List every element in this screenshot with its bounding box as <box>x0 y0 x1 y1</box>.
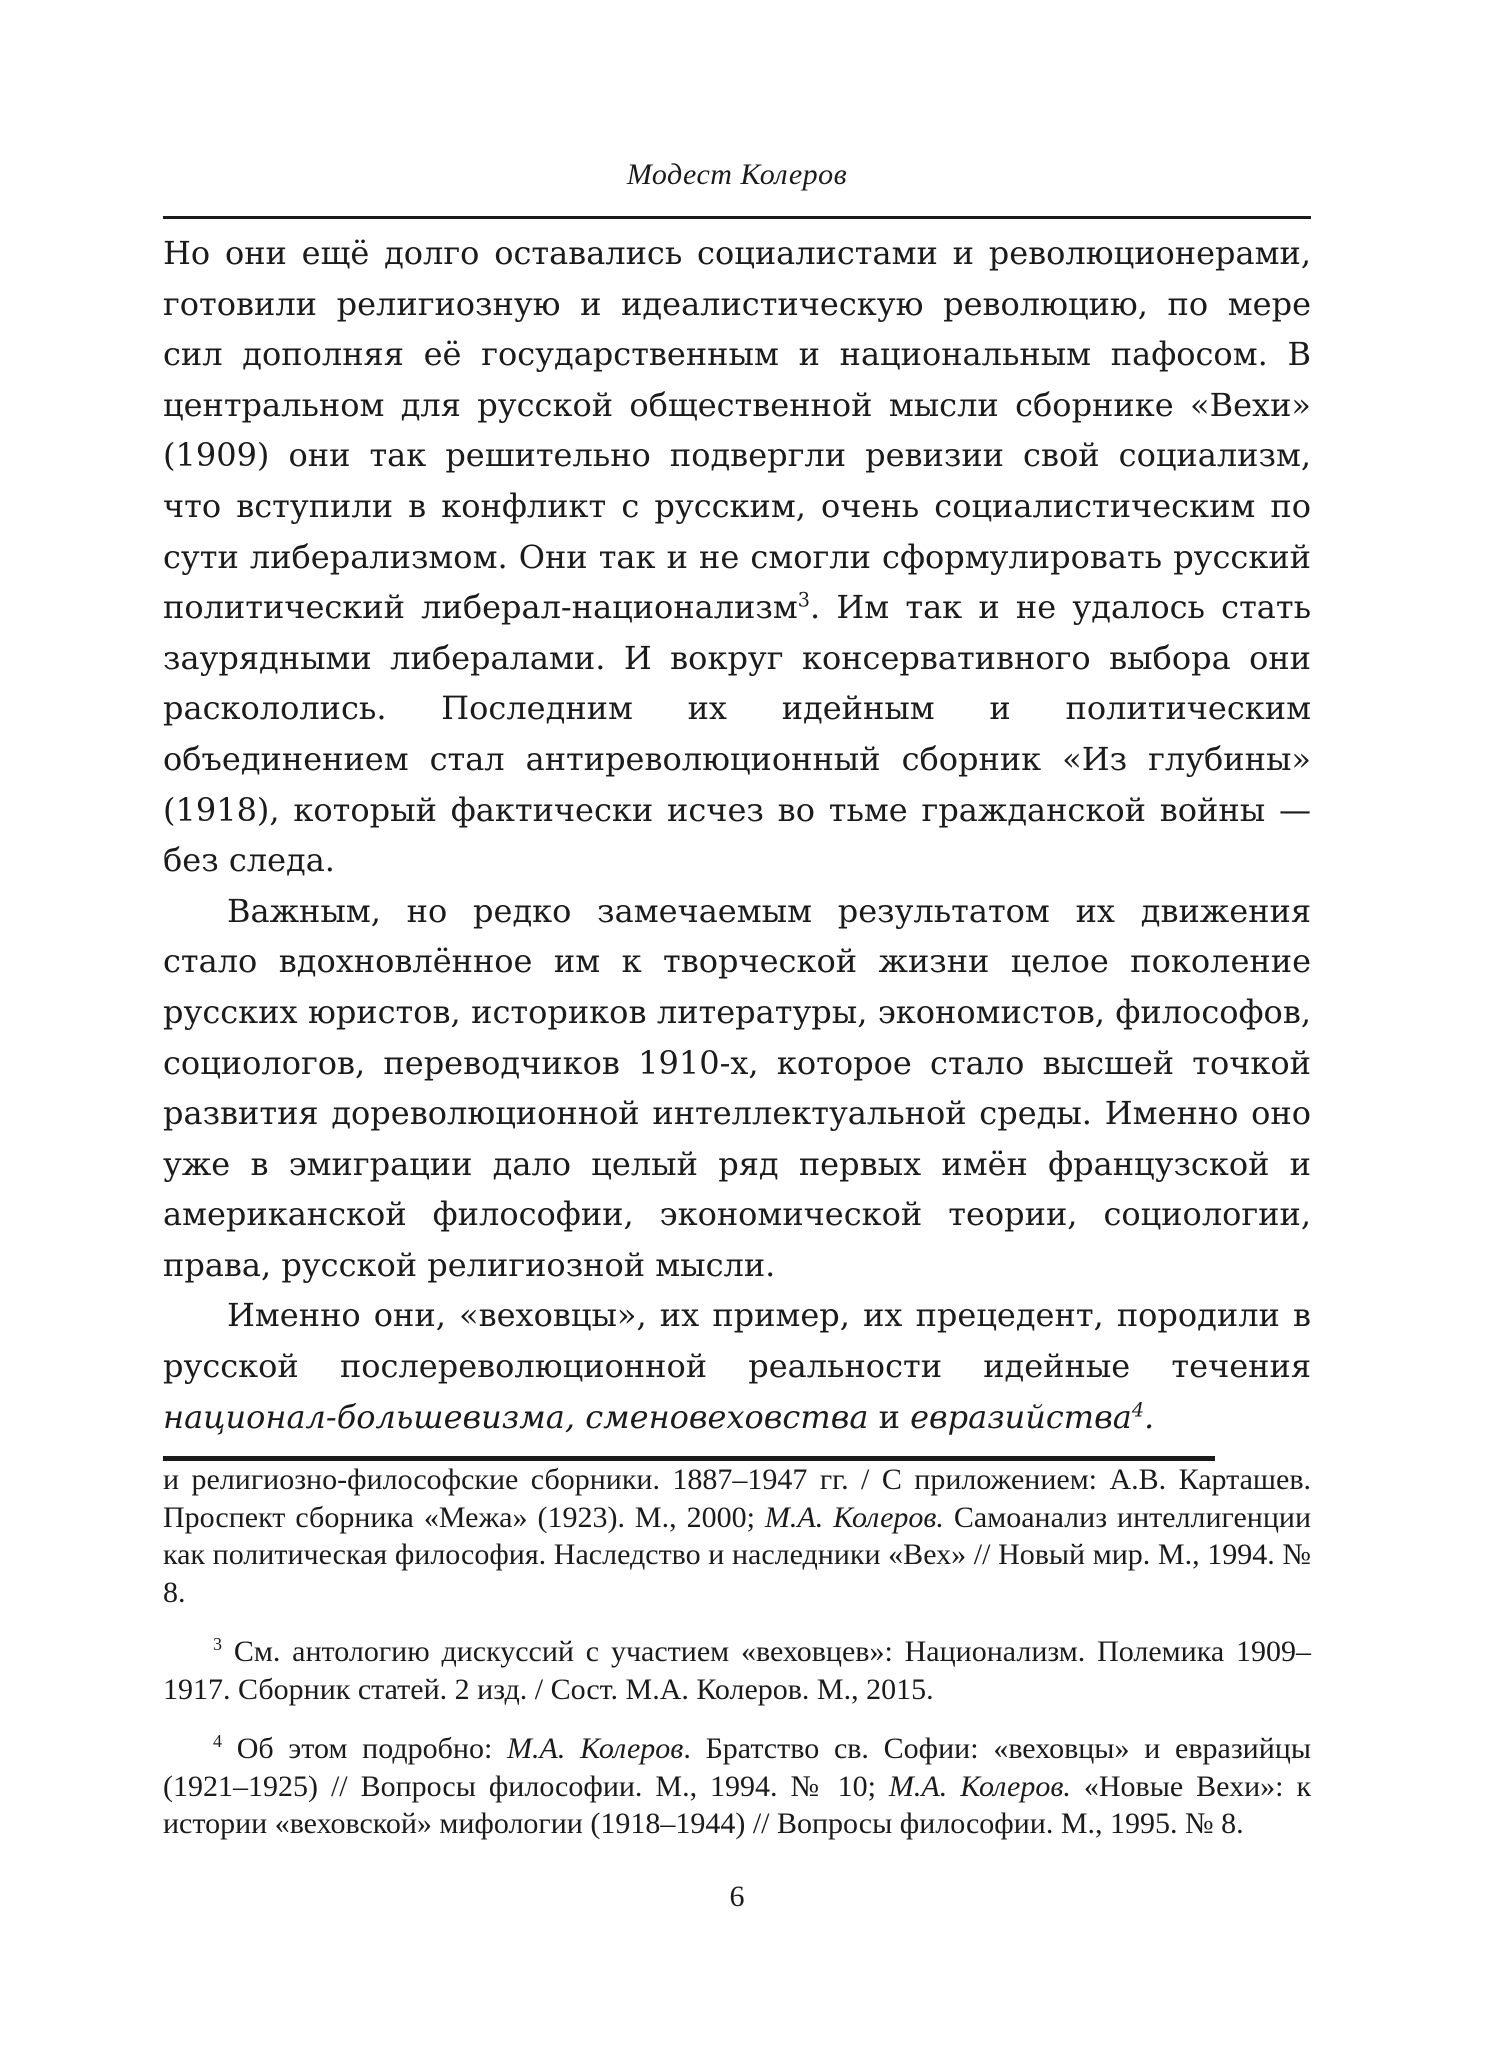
book-page <box>163 0 1311 2048</box>
paragraph-2: Важным, но редко замечаемым результатом их движения стало вдохновлённое им к творческой жизни целое поколение русских юристов, историков литературы, экономистов, философов, социологов, переводчиков 1910-х, которое стало высшей точкой развития дореволюционной интеллектуальной среды. Именно оно уже в эмиграции дало целый ряд первых имён французской и американской философии, экономической теории, социологии, права, русской религиозной мысли. <box>163 891 1311 1284</box>
footnote-ref-4-number: 4 <box>1131 1398 1145 1421</box>
footnote-continuation-text-a: и религиозно-философские сборники. 1887–1947 гг. / С приложением: А.В. Карташев. Проспект сборника «Межа» (1923). М., 2000; <box>163 1463 1311 1534</box>
header-rule <box>163 216 1311 219</box>
footnote-4-text-a: Об этом подробно: <box>222 1732 508 1765</box>
footnote-continuation-text-b: Самоанализ интеллигенции как политическая философия. Наследство и наследники «Вех» // Новый мир. М., 1994. № 8. <box>163 1500 1311 1609</box>
running-head: Модест Колеров <box>626 158 848 191</box>
paragraph-1-continuation: . Им так и не удалось стать заурядными либералами. И вокруг консервативного выбора они раскололись. Последним их идейным и политическим объединением стал антиреволюционный сборник «Из глубины» (1918), который фактически исчез во тьме гражданской войны — без следа. <box>163 588 1312 880</box>
main-text <box>163 228 1311 1442</box>
paragraph-1 <box>163 228 1311 886</box>
paragraph-3-emphasis-1: национал-большевизма, сменовеховства <box>163 1397 869 1436</box>
paragraph-3-text: Именно они, «веховцы», их пример, их прецедент, породили в русской послереволюционной реальности идейные течения <box>163 1296 1311 1386</box>
footnote-3 <box>163 1633 1311 1708</box>
page-number: 6 <box>729 1880 745 1913</box>
footnote-4 <box>163 1730 1311 1843</box>
footnote-4-author-1: М.А. Колеров <box>507 1732 684 1765</box>
footnote-4-number: 4 <box>213 1731 222 1751</box>
paragraph-3-end: . <box>1144 1397 1155 1436</box>
footnote-ref-4[interactable] <box>1132 1398 1144 1421</box>
paragraph-1-text: Но они ещё долго оставались социалистами и революционерами, готовили религиозную и идеалистическую революцию, по мере сил дополняя её государственным и национальным пафосом. В центральном для русской общественной мысли сборнике «Вехи» (1909) они так решительно подвергли ревизии свой социализм, что вступили в конфликт с русским, очень социалистическим по сути либерализмом. Они так и не смогли сформулировать русский политический либерал-национализм <box>163 234 1311 627</box>
footnote-ref-3[interactable]: 3 <box>797 588 810 612</box>
paragraph-3-emphasis-2: евразийства <box>910 1397 1132 1436</box>
footnote-4-author-2: М.А. Колеров. <box>888 1769 1071 1803</box>
paragraph-3-conjunction: и <box>868 1397 911 1436</box>
footnote-4-text-b: . Братство св. Софии: «веховцы» и евразийцы (1921–1925) // Вопросы философии. М., 1994. № 10; <box>163 1732 1311 1803</box>
footnotes <box>163 1461 1311 1843</box>
footnote-4-text-c: «Новые Вехи»: к истории «веховской» мифологии (1918–1944) // Вопросы философии. М., 1995. № 8. <box>163 1769 1312 1840</box>
footnote-continuation <box>163 1461 1311 1611</box>
footnote-3-number: 3 <box>213 1634 222 1654</box>
footnote-continuation-author: М.А. Колеров. <box>764 1500 944 1534</box>
footnote-3-text: См. антологию дискуссий с участием «веховцев»: Национализм. Полемика 1909–1917. Сборник статей. 2 изд. / Сост. М.А. Колеров. М., 2015. <box>163 1635 1311 1706</box>
paragraph-3 <box>163 1290 1311 1442</box>
